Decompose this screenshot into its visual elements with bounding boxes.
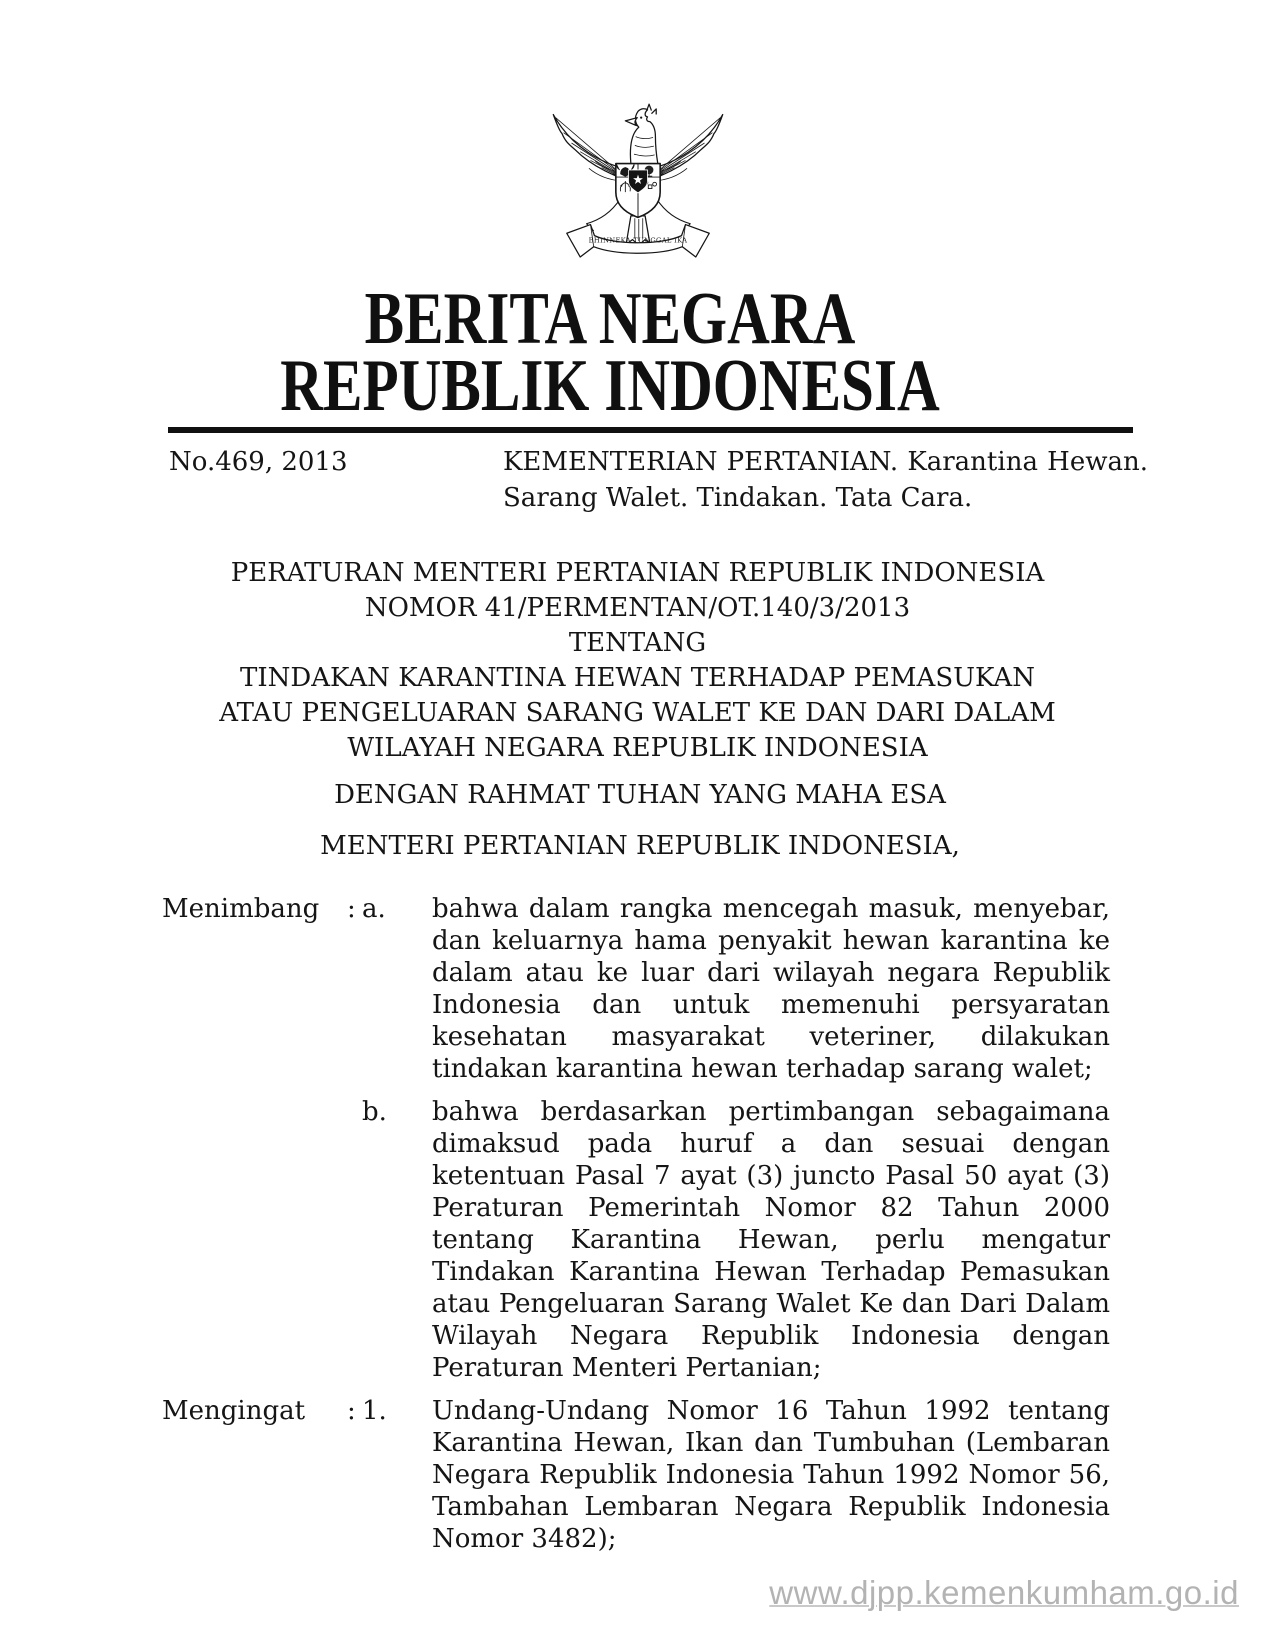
masthead-title-line1: BERITA NEGARA: [364, 278, 856, 360]
menimbang-item-b: [162, 1096, 1110, 1384]
item-text-b: bahwa berdasarkan pertimbangan sebagaimana dimaksud pada huruf a dan sesuai dengan ketentuan Pasal 7 ayat (3) juncto Pasal 50 ayat (3) Peraturan Pemerintah Nomor 82 Tahun 2000 tentang Karantina Hewan, perlu mengatur Tindakan Karantina Hewan Terhadap Pemasukan atau Pengeluaran Sarang Walet Ke dan Dari Dalam Wilayah Negara Republik Indonesia dengan Peraturan Menteri Pertanian;: [432, 1097, 1110, 1383]
item-marker-a: a.: [362, 894, 386, 924]
gazette-number: No.469, 2013: [169, 447, 348, 477]
watermark-url: www.djpp.kemenkumham.go.id: [769, 1574, 1239, 1611]
regulation-subject-line-3: WILAYAH NEGARA REPUBLIK INDONESIA: [347, 733, 928, 763]
garuda-right-wing: [651, 115, 722, 182]
masthead-rule: [168, 427, 1133, 433]
regulation-subject-line-1: TINDAKAN KARANTINA HEWAN TERHADAP PEMASUKAN: [240, 663, 1035, 693]
regulation-tentang-line: TENTANG: [568, 628, 707, 658]
regulation-number-line: NOMOR 41/PERMENTAN/OT.140/3/2013: [364, 593, 911, 623]
regulation-title: [155, 556, 1120, 766]
menimbang-label: Menimbang: [162, 894, 320, 924]
preamble: [162, 893, 1110, 1566]
item-marker-b: b.: [362, 1097, 387, 1127]
garuda-head: [625, 104, 657, 163]
menimbang-item-a: [162, 893, 1110, 1085]
gazette-subject: KEMENTERIAN PERTANIAN. Karantina Hewan. Sarang Walet. Tindakan. Tata Cara.: [503, 447, 1148, 513]
mengingat-label: Mengingat: [162, 1396, 306, 1426]
menimbang-separator: :: [347, 894, 356, 924]
issuer-line: MENTERI PERTANIAN REPUBLIK INDONESIA,: [320, 831, 960, 861]
garuda-pancasila-emblem: [543, 80, 733, 282]
regulation-title-line-1: PERATURAN MENTERI PERTANIAN REPUBLIK INDONESIA: [230, 558, 1045, 588]
mengingat-item-1: [162, 1395, 1110, 1555]
item-marker-1: 1.: [362, 1396, 387, 1426]
invocation-line: DENGAN RAHMAT TUHAN YANG MAHA ESA: [334, 780, 946, 810]
item-text-1: Undang-Undang Nomor 16 Tahun 1992 tentang Karantina Hewan, Ikan dan Tumbuhan (Lembaran Negara Republik Indonesia Tahun 1992 Nomor 56, Tambahan Lembaran Negara Republik Indonesia Nomor 3482);: [432, 1396, 1110, 1554]
masthead: [80, 278, 1140, 427]
mengingat-separator: :: [347, 1396, 356, 1426]
emblem-motto: BHINNEKA TUNGGAL IKA: [588, 236, 688, 245]
item-text-a: bahwa dalam rangka mencegah masuk, menyebar, dan keluarnya hama penyakit hewan karantina ke dalam atau ke luar dari wilayah negara Republik Indonesia dan untuk memenuhi persyaratan kesehatan masyarakat veteriner, dilakukan tindakan karantina hewan terhadap sarang walet;: [432, 894, 1110, 1084]
pancasila-shield: [616, 164, 660, 218]
garuda-left-wing: [553, 115, 624, 182]
regulation-subject-line-2: ATAU PENGELUARAN SARANG WALET KE DAN DARI DALAM: [219, 698, 1056, 728]
masthead-title-line2: REPUBLIK INDONESIA: [280, 345, 940, 427]
